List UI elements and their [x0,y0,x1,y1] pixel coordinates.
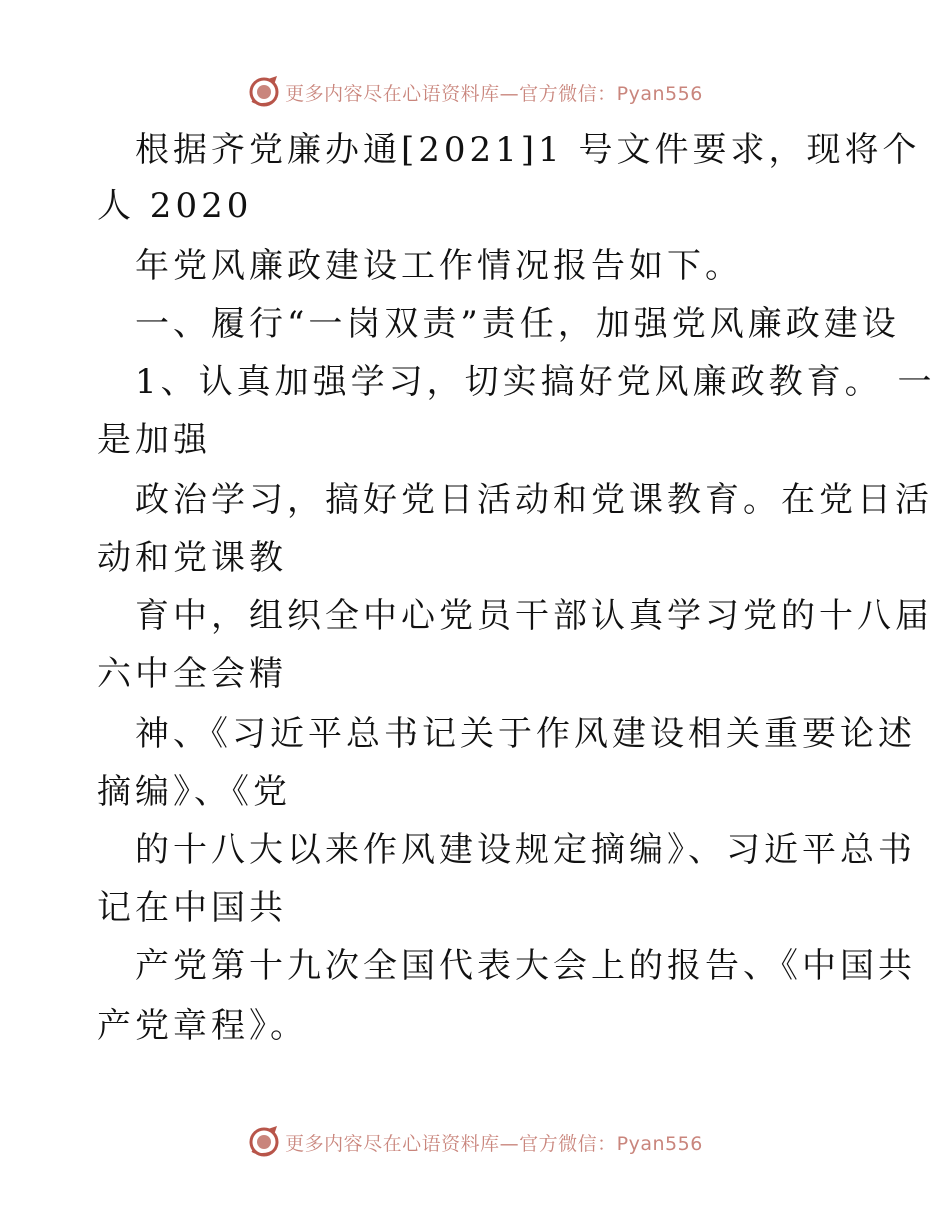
paragraph-line: 摘编》、《党 [97,772,291,812]
paragraph-line: 的十八大以来作风建设规定摘编》、习近平总书 [135,830,916,870]
paragraph-line: 根据齐党廉办通[2021]1 号文件要求，现将个 [135,130,921,170]
paragraph-line: 神、《习近平总书记关于作风建设相关重要论述 [135,714,916,754]
paragraph-line: 产党第十九次全国代表大会上的报告、《中国共 [135,946,916,986]
paragraph-line: 动和党课教 [97,538,287,578]
paragraph-line: 是加强 [97,420,211,460]
paragraph-line: 记在中国共 [97,888,287,928]
pen-seal-icon [247,1125,281,1159]
paragraph-line: 育中，组织全中心党员干部认真学习党的十八届 [135,596,933,636]
pen-seal-icon [247,75,281,109]
paragraph-line: 年党风廉政建设工作情况报告如下。 [135,246,743,286]
watermark-bottom [0,1122,950,1162]
watermark-text: 更多内容尽在心语资料库—官方微信：Pyan556 [285,1132,703,1155]
watermark-top [0,72,950,112]
paragraph-line: 六中全会精 [97,654,287,694]
section-heading: 一、履行“一岗双责”责任，加强党风廉政建设 [135,304,900,344]
paragraph-line: 政治学习，搞好党日活动和党课教育。在党日活 [135,480,933,520]
paragraph-line: 产党章程》。 [97,1006,308,1046]
watermark-text: 更多内容尽在心语资料库—官方微信：Pyan556 [285,82,703,105]
paragraph-line: 人 2020 [97,186,253,226]
paragraph-line: 1、认真加强学习，切实搞好党风廉政教育。 一 [135,362,936,402]
